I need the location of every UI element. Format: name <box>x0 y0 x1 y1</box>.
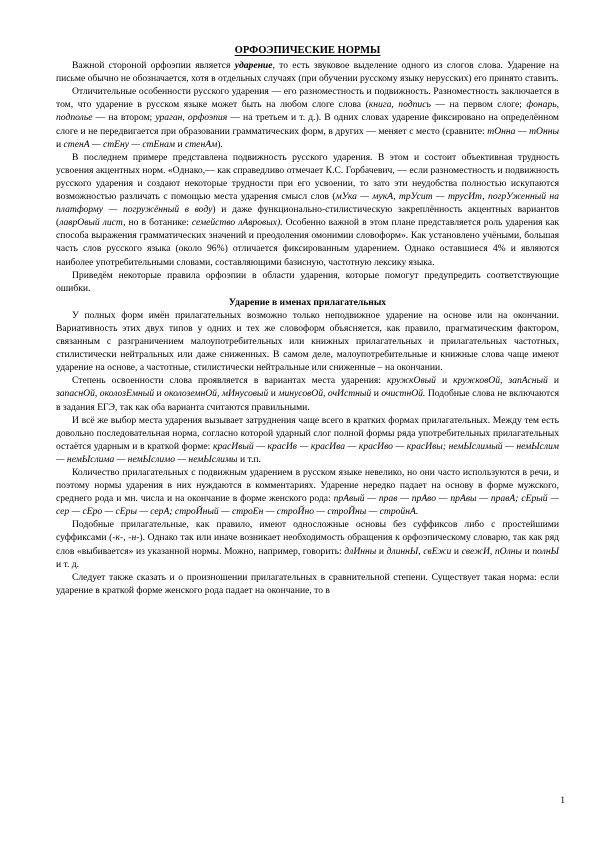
emphasis-text: длиннЫ, свЕжи <box>386 545 452 557</box>
paragraph-text: В последнем примере представлена подвижность русского ударения. В этом и состоит объективная трудность усвоения акцентных норм. «Однако,— как справедливо отмечает К.С. Горбачевич, — если разноместность и подвижность русского ударения и создают некоторые трудности при его усвоении, то зато эти неудобства полностью искупаются возможностью различать с помощью места ударения смысл слов ( <box>56 151 559 203</box>
emphasis-text: прАвый — прав — прАво — прАвы — правА; сЕрый — сер — сЕро — сЕры — серА; строЙный — строЕн — строЙно — строЙны — стройнА. <box>56 493 559 518</box>
emphasis-text: длИнны <box>344 545 377 557</box>
paragraph-full-forms <box>56 309 559 374</box>
paragraph-text: и <box>451 545 462 557</box>
paragraph-short-forms <box>56 414 559 466</box>
paragraph-intro <box>56 59 559 85</box>
emphasis-text: свежИ, пОлны <box>461 545 523 557</box>
paragraph-text: — на втором; <box>92 112 156 124</box>
section-adjectives <box>56 309 559 597</box>
emphasis-text: тОнна — тОнны <box>487 125 559 137</box>
paragraph-text: и <box>371 388 382 400</box>
paragraph-text: и <box>547 375 559 387</box>
paragraph-text: и т. д. <box>56 558 80 570</box>
paragraph-text: и <box>376 545 387 557</box>
paragraph-text: Приведём некоторые правила орфоэпии в области ударения, которые помогут предупредить соответствующие ошибки. <box>56 269 559 294</box>
paragraph-text: Степень освоенности слова проявляется в вариантах места ударения: <box>72 375 387 387</box>
paragraph-text: и <box>154 388 165 400</box>
paragraph-text: и <box>435 375 454 387</box>
paragraph-text: но в ботанике: <box>125 217 192 229</box>
paragraph-mastery <box>56 374 559 413</box>
paragraph-text: и т.п. <box>237 453 261 465</box>
paragraph-text: , то есть звуковое выделение одного из слогов слова. Ударение на письме обычно не обозначается, хотя в отдельных случаях (при обучении русскому языку нерусских) его принято ставить. <box>56 60 559 85</box>
emphasis-text: околоземнОй, мИнусовый <box>164 388 269 400</box>
emphasis-text: красИвый — красИв — красИва — красИво — красИвы; немЫслимый — немЫслим — немЫслима — немЫслимо — немЫслимы <box>56 440 560 465</box>
emphasis-text: мУка — мукА, трУсит — трусИт, погрУженный на платформу — погружённый в воду <box>56 191 559 216</box>
paragraph-features <box>56 85 559 150</box>
paragraph-text: и <box>268 388 279 400</box>
paragraph-text: — на третьем и т. д.). В одних словах ударение фиксировано на определённом слоге и не передвигается при образовании грамматических форм, в других — меняет с место (сравните: <box>56 112 560 137</box>
paragraph-text: ). Однако так или иначе возникает необходимость обращения к орфоэпическому словарю, так как ряд слов «выбивается» из указанной нормы. Можно, например, говорить: <box>56 532 559 557</box>
paragraph-rules-intro <box>56 269 559 295</box>
emphasis-text: стенАм <box>185 138 218 150</box>
emphasis-text: книга, подпись <box>368 99 431 111</box>
paragraph-text: У полных форм имён прилагательных возможно только неподвижное ударение на основе или на окончании. Вариативность этих двух типов у одних и тех же словоформ объясняется, как правило, прагматическим фактором, связанным с разграничением малоупотребительных или книжных прилагательных и прилагательных частотных, стилистически нейтральных или даже сниженных. В самом деле, малоупотребительные и книжные слова чаще имеют ударение на основе, а частотные, стилистически нейтральные или сниженные – на окончании. <box>56 309 559 374</box>
paragraph-text: И всё же выбор места ударения вызывает затруднения чаще всего в кратких формах прилагательных. Между тем есть довольно последовательная норма, согласно которой ударный слог полной формы ряда употребительных прилагательных остаётся ударным и в краткой форме: <box>56 414 559 452</box>
paragraph-text: Важной стороной орфоэпии является <box>72 60 235 72</box>
paragraph-suffixes <box>56 518 559 570</box>
paragraph-text: ) и даже функционально-стилистическую закреплённость акцентных вариантов ( <box>56 204 559 229</box>
paragraph-comparative <box>56 571 559 597</box>
emphasis-text: полнЫ <box>532 545 559 557</box>
emphasis-text: кружковОй, запАсный <box>453 375 548 387</box>
emphasis-text: ударение <box>234 60 273 72</box>
paragraph-text: — на первом слоге; <box>430 99 527 111</box>
paragraph-text: Отличительные особенности русского ударения — его разноместность и подвижность. Разноместность заключается в том, что ударение в русском языке может быть на любом слоге слова ( <box>56 86 559 111</box>
section-intro <box>56 59 559 295</box>
paragraph-text: Следует также сказать и о произношении прилагательных в сравнительной степени. Существует такая норма: если ударение в краткой форме женского рода падает на окончание, то в <box>56 571 559 596</box>
paragraph-text: и <box>56 138 64 150</box>
paragraph-text: и <box>175 138 185 150</box>
emphasis-text: кружкОвый <box>386 375 436 387</box>
paragraph-mobile <box>56 466 559 518</box>
paragraph-quote <box>56 151 559 269</box>
emphasis-text: -к-, -н- <box>112 532 140 544</box>
emphasis-text: семейство лАвровых). <box>191 217 283 229</box>
emphasis-text: запаснОй, околозЕмный <box>56 388 155 400</box>
emphasis-text: ураган, орфоэпия <box>155 112 228 124</box>
emphasis-text: стенА — стЕну — стЕнам <box>63 138 176 150</box>
section-heading: Ударение в именах прилагательных <box>228 296 387 308</box>
emphasis-text: очистнОй. <box>381 388 426 400</box>
paragraph-text: Подобные прилагательные, как правило, имеют односложные основы без суффиксов либо с простейшими суффиксами ( <box>56 519 559 544</box>
paragraph-text: Особенно важной в этом плане представляется роль ударения как способа выражения грамматических значений и преодоления омонимии словоформ». Как установлено учёными, большая часть слов русского языка (около 96%) отличается фиксированным ударением. Однако оставшиеся 4% и являются наиболее употребительными словами, составляющими базисную, частотную лексику языка. <box>56 217 559 268</box>
paragraph-text: и <box>522 545 533 557</box>
paragraph-text: ). <box>217 138 223 150</box>
emphasis-text: лаврОвый лист, <box>59 217 126 229</box>
emphasis-text: минусовОй, очИстный <box>278 388 372 400</box>
emphasis-text: фонарь, подполье <box>56 99 560 124</box>
paragraph-text: Количество прилагательных с подвижным ударением в русском языке невелико, но они часто используются в речи, и поэтому нормы ударения в них нуждаются в комментариях. Ударение нередко падает на основу в форме мужского, среднего рода и мн. числа и на окончание в форме женского рода: <box>56 467 559 505</box>
document-body <box>56 44 559 597</box>
page-title: ОРФОЭПИЧЕСКИЕ НОРМЫ <box>234 45 381 56</box>
page-number: 1 <box>560 796 565 806</box>
paragraph-text: Подобные слова не включаются в задания ЕГЭ, так как оба варианта считаются правильными. <box>56 388 559 413</box>
